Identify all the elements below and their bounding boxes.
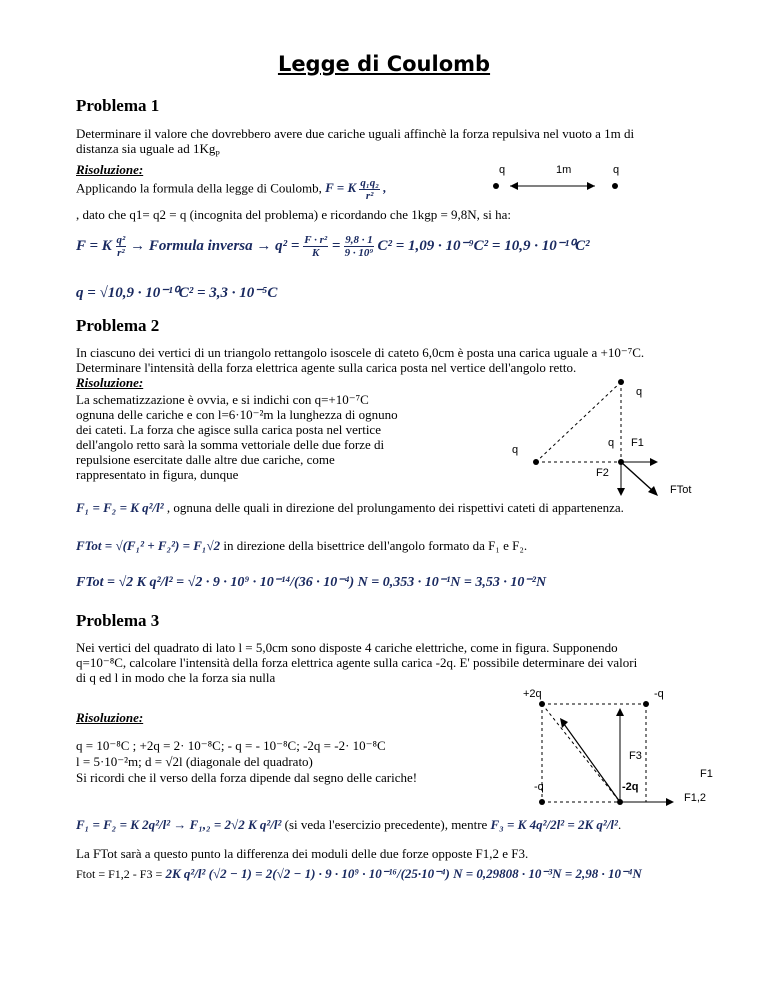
- p3-formula-1-mid: (si veda l'esercizio precedente), mentre: [284, 817, 488, 832]
- problem-2-text-a: In ciascuno dei vertici di un triangolo rettangolo isoscele di cateto 6,0cm è posta una carica uguale a +10⁻⁷C.: [76, 345, 645, 360]
- problem-1-text-b-sub: P: [215, 149, 220, 159]
- fig2-charge-left: q: [512, 444, 519, 456]
- f1-tail: C² = 1,09 · 10⁻⁹C² = 10,9 · 10⁻¹⁰C²: [377, 237, 590, 254]
- p3-line-4: La FTot sarà a questo punto la differenza dei moduli delle due forze opposte F1,2 e F3.: [76, 846, 529, 861]
- p3-formula-1-right: F₃ = K 4q²/2l² = 2K q²/l²: [490, 817, 618, 832]
- problem-1-text-line: Determinare il valore che dovrebbero avere due cariche uguali affinchè la forza repulsiva nel vuoto a 1m di: [76, 126, 635, 141]
- problem-2-body: [76, 392, 421, 482]
- p2-formula-2-text: in direzione della bisettrice dell'angolo formato da F₁ e F₂.: [223, 538, 528, 553]
- fig3-charge-minus-2q: -2q: [622, 781, 639, 793]
- f1-frac3-num: 9,8 · 1: [345, 234, 373, 246]
- f1-inverse: → Formula inversa → q² =: [130, 237, 300, 254]
- problem-1-formula-1: [76, 234, 590, 259]
- p2-line-4: dell'angolo retto sarà la somma vettoriale delle due forze di: [76, 437, 385, 452]
- problem-3-formula-1-line: [76, 817, 621, 833]
- f1-eq: =: [331, 237, 341, 254]
- problem-3-text: [76, 640, 716, 685]
- p3-formula-2-prefix: Ftot = F1,2 - F3 =: [76, 867, 163, 881]
- problem-1-given: , dato che q1= q2 = q (incognita del problema) e ricordando che 1kgp = 9,8N, si ha:: [76, 207, 511, 222]
- fig3-charge-plus-2q: +2q: [523, 688, 542, 700]
- fig2-charge-top: q: [636, 386, 643, 398]
- p3-line-2: l = 5·10⁻²m; d = √2l (diagonale del quadrato): [76, 754, 313, 769]
- p2-line-5: repulsione esercitate dalle altre due cariche, come: [76, 452, 335, 467]
- problem-2-formula-2-line: [76, 538, 527, 554]
- p2-formula-1-text: , ognuna delle quali in direzione del prolungamento dei rispettivi cateti di appartenenza.: [166, 500, 624, 515]
- f1-left: F = K: [76, 237, 112, 254]
- problem-1-figure: [430, 162, 660, 202]
- fig3-charge-minus-q-left: -q: [534, 781, 544, 793]
- problem-2-figure: [500, 360, 730, 500]
- p2-line-6: rappresentato in figura, dunque: [76, 467, 239, 482]
- fig2-F1: F1: [631, 437, 644, 449]
- fig1-charge-q2: q: [613, 164, 620, 176]
- p3-line-3: Si ricordi che il verso della forza dipende dal segno delle cariche!: [76, 770, 418, 785]
- fig1-charge-q1: q: [499, 164, 506, 176]
- problem-3-body: [76, 738, 417, 786]
- p3-formula-1: F₁ = F₂ = K 2q²/l² → F₁,₂ = 2√2 K q²/l²: [76, 817, 282, 832]
- problem-1-formula-2: q = √10,9 · 10⁻¹⁰C² = 3,3 · 10⁻⁵C: [76, 285, 278, 301]
- fig3-F3: F3: [629, 750, 642, 762]
- fig2-charge-right: q: [608, 437, 615, 449]
- fig2-FTot: FTot: [670, 484, 692, 496]
- fig3-F1: F1: [700, 768, 713, 780]
- p2-line-2: ognuna delle cariche e con l=6·10⁻²m la lunghezza di ognuno: [76, 407, 398, 422]
- problem-1-text-line: [76, 141, 696, 162]
- f1-frac-den: r²: [117, 247, 125, 259]
- fig3-F12: F1,2: [684, 792, 707, 804]
- problem-2-solution-label: Risoluzione:: [76, 375, 144, 390]
- p3-formula-2: 2K q²/l² (√2 − 1) = 2(√2 − 1) · 9 · 10⁹ · 10⁻¹⁶/(25·10⁻⁴) N = 0,29808 · 10⁻³N = 2,98 · 10⁻⁴N: [165, 866, 642, 881]
- problem-2-heading: Problema 2: [76, 316, 160, 335]
- p3-text-a: Nei vertici del quadrato di lato l = 5,0cm sono disposte 4 cariche elettriche, come in figura. Supponendo: [76, 640, 618, 655]
- f1-frac3-den: 9 · 10⁹: [344, 247, 374, 259]
- p3-formula-1-end: .: [617, 817, 622, 832]
- p2-line-1: La schematizzazione è ovvia, e si indichi con q=+10⁻⁷C: [76, 392, 369, 407]
- fig2-F2: F2: [596, 467, 609, 479]
- problem-3-heading: Problema 3: [76, 611, 160, 630]
- fig1-distance: 1m: [556, 164, 572, 176]
- coulomb-formula: F = K $\frac{\text{q₁q₂}}{\text{r²}}$ ,: [325, 176, 387, 202]
- problem-1-heading: Problema 1: [76, 96, 160, 115]
- page-title: Legge di Coulomb: [277, 52, 491, 76]
- problem-3-formula-2-line: [76, 866, 642, 882]
- fig3-charge-minus-q-top: -q: [654, 688, 664, 700]
- p2-formula-2: FTot = √(F₁² + F₂²) = F₁√2: [76, 538, 221, 553]
- problem-2-text-b: Determinare l'intensità della forza elettrica agente sulla carica posta nel vertice dell'angolo retto.: [76, 360, 577, 375]
- problem-1-apply-text: Applicando la formula della legge di Coulomb,: [76, 180, 322, 196]
- p2-formula-3: FTot = √2 K q²/l² = √2 · 9 · 10⁹ · 10⁻¹⁴/(36 · 10⁻⁴) N = 0,353 · 10⁻¹N = 3,53 · 10⁻²N: [76, 575, 547, 590]
- p2-line-3: dei cateti. La forza che agisce sulla carica posta nel vertice: [76, 422, 381, 437]
- problem-1-text-b: distanza sia uguale ad 1Kg: [76, 141, 216, 156]
- problem-3-solution-label: Risoluzione:: [76, 710, 144, 725]
- p3-text-b: q=10⁻⁸C, calcolare l'intensità della forza elettrica agente sulla carica -2q. E' possibile determinare dei valori: [76, 655, 638, 670]
- f1-frac-num: q²: [116, 234, 126, 246]
- p3-line-1: q = 10⁻⁸C ; +2q = 2· 10⁻⁸C; - q = - 10⁻⁸C; -2q = -2· 10⁻⁸C: [76, 738, 386, 753]
- p2-formula-1: F₁ = F₂ = K q²/l²: [76, 500, 164, 515]
- p3-text-c: di q ed l in modo che la forza sia nulla: [76, 670, 276, 685]
- problem-2-formula-1-line: [76, 500, 624, 516]
- f1-frac2-num: F · r²: [304, 234, 328, 246]
- problem-1-solution-label: Risoluzione:: [76, 161, 144, 177]
- f1-frac2-den: K: [312, 247, 320, 259]
